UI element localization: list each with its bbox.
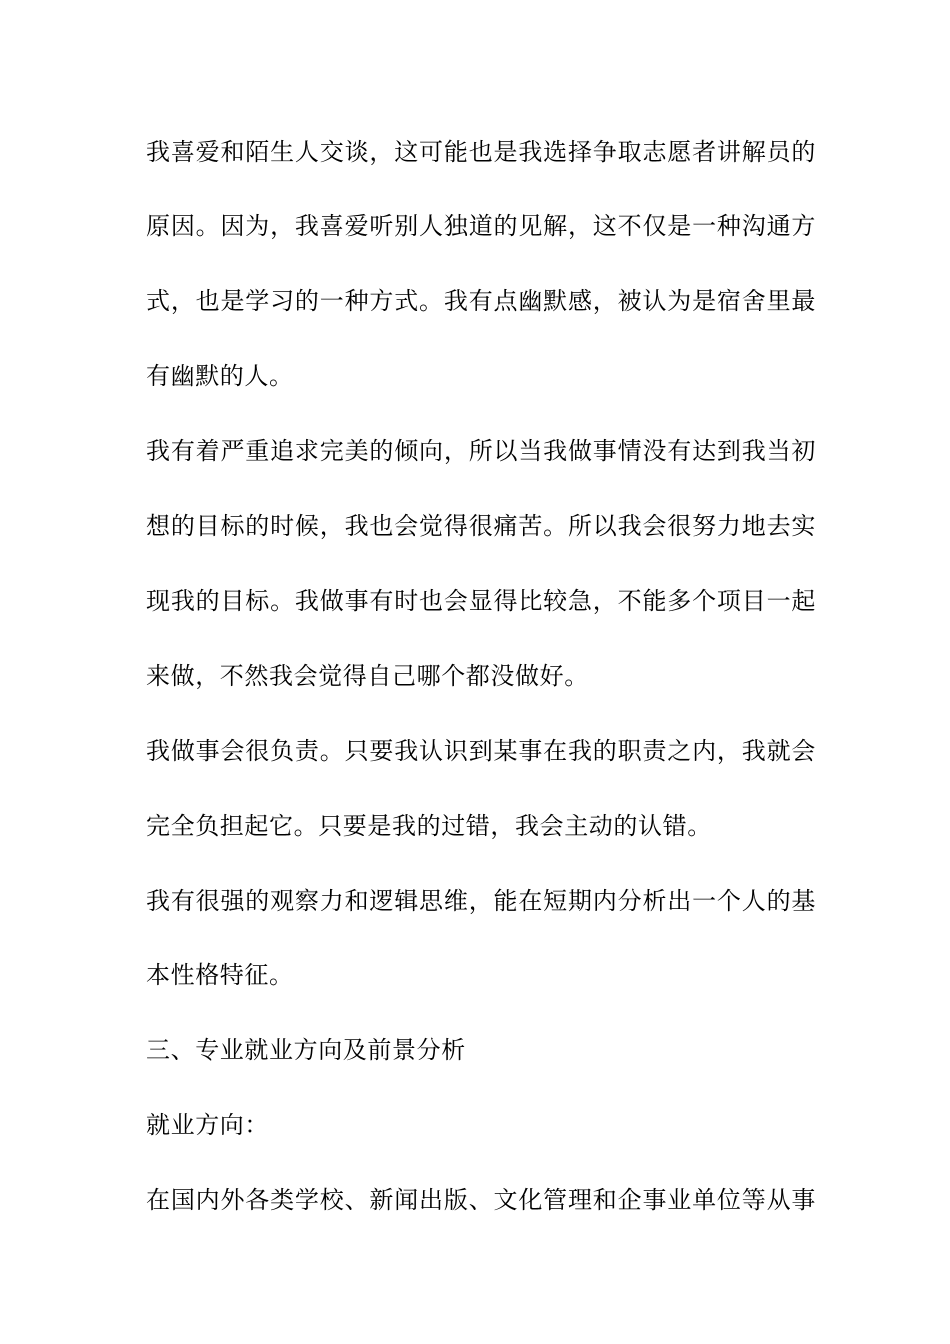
text-line: 本性格特征。: [146, 961, 294, 989]
text-line: 来做，不然我会觉得自己哪个都没做好。: [146, 662, 589, 690]
subheading: 就业方向：: [146, 1111, 269, 1139]
text-line: 我有着严重追求完美的倾向，所以当我做事情没有达到我当初: [146, 437, 816, 465]
text-line: 原因。因为，我喜爱听别人独道的见解，这不仅是一种沟通方: [146, 212, 816, 240]
text-line: 在国内外各类学校、新闻出版、文化管理和企事业单位等从事: [146, 1186, 816, 1214]
text-line: 式，也是学习的一种方式。我有点幽默感，被认为是宿舍里最: [146, 287, 816, 315]
text-line: 想的目标的时候，我也会觉得很痛苦。所以我会很努力地去实: [146, 512, 816, 540]
text-line: 现我的目标。我做事有时也会显得比较急，不能多个项目一起: [146, 587, 816, 615]
section-heading: 三、专业就业方向及前景分析: [146, 1036, 466, 1064]
text-line: 有幽默的人。: [146, 362, 294, 390]
text-line: 我做事会很负责。只要我认识到某事在我的职责之内，我就会: [146, 737, 816, 765]
text-line: 我喜爱和陌生人交谈，这可能也是我选择争取志愿者讲解员的: [146, 138, 816, 166]
text-line: 我有很强的观察力和逻辑思维，能在短期内分析出一个人的基: [146, 887, 816, 915]
text-line: 完全负担起它。只要是我的过错，我会主动的认错。: [146, 812, 712, 840]
